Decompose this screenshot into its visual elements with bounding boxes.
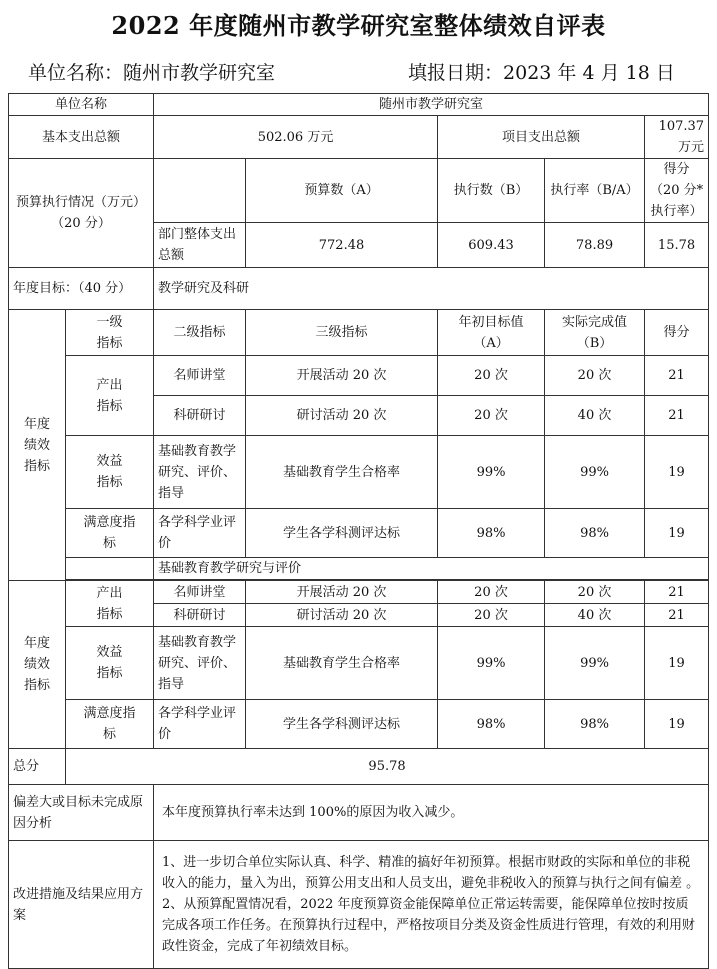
- target-header: 年初目标值 （A）: [438, 310, 545, 356]
- output-indicator-label: 产出 指标: [66, 356, 154, 436]
- actual-cell: 20 次: [545, 581, 645, 604]
- actual-header: 实际完成值 （B）: [545, 310, 645, 356]
- improvement-label: 改进措施及结果应用方案: [9, 841, 154, 969]
- table-row: [9, 356, 709, 396]
- improvement-value: [154, 841, 709, 969]
- target-cell: 20 次: [438, 396, 545, 436]
- level3-cell: 基础教育学生合格率: [246, 627, 438, 700]
- target-cell: 99%: [438, 627, 545, 700]
- exec-col-label: 执行数（B）: [438, 159, 545, 223]
- level3-header: 三级指标: [246, 310, 438, 356]
- expenditure-row: [9, 116, 709, 159]
- basic-exp-value: 502.06 万元: [154, 116, 438, 159]
- level1-header: 一级 指标: [66, 310, 154, 356]
- actual-cell: 99%: [545, 627, 645, 700]
- table-row: [9, 436, 709, 509]
- deviation-value: 本年度预算执行率未达到 100%的原因为收入减少。: [154, 785, 709, 841]
- score-col-label: [645, 159, 709, 223]
- score-cell: 21: [645, 604, 709, 627]
- target-cell: 20 次: [438, 604, 545, 627]
- level2-cell: 基础教育教学研究、评价、指导: [154, 627, 246, 700]
- indicator-group-label-2: 年度 绩效 指标: [9, 581, 66, 749]
- indicator-header-row: [9, 310, 709, 356]
- goal-row-1: [9, 268, 709, 310]
- project-exp-value: 107.37 万元: [645, 116, 709, 159]
- date-label: 填报日期：: [408, 62, 504, 84]
- basic-exp-label: 基本支出总额: [9, 116, 154, 159]
- benefit-indicator-label: 效益 指标: [66, 436, 154, 509]
- score-value: 15.78: [645, 223, 709, 268]
- total-row: [9, 749, 709, 785]
- actual-cell: 98%: [545, 700, 645, 749]
- actual-cell: 40 次: [545, 396, 645, 436]
- budget-value: 772.48: [246, 223, 438, 268]
- budget-empty-cell: [154, 159, 246, 223]
- project-exp-label: 项目支出总额: [438, 116, 645, 159]
- level3-cell: 学生各学科测评达标: [246, 509, 438, 558]
- budget-col-label: [246, 159, 438, 223]
- indicator-group-label: 年度 绩效 指标: [9, 310, 66, 581]
- level2-cell: 名师讲堂: [154, 581, 246, 604]
- total-label: 总分: [9, 749, 66, 785]
- unit-name-label: 单位名称: [9, 94, 154, 116]
- page-title: 2022 年度随州市教学研究室整体绩效自评表: [111, 11, 606, 40]
- table-row: [9, 509, 709, 558]
- deviation-label: 偏差大或目标未完成原因分析: [9, 785, 154, 841]
- table-row: [9, 700, 709, 749]
- budget-col-text: 预算数（A）: [304, 183, 379, 198]
- level3-cell: 开展活动 20 次: [246, 356, 438, 396]
- goal-value: 教学研究及科研: [154, 268, 709, 310]
- level3-cell: 研讨活动 20 次: [246, 604, 438, 627]
- budget-label-text: 预算执行情况（万元） （20 分）: [16, 195, 147, 231]
- level2-cell: 各学科学业评价: [154, 700, 246, 749]
- actual-cell: 99%: [545, 436, 645, 509]
- target-cell: 98%: [438, 509, 545, 558]
- rate-value: 78.89: [545, 223, 645, 268]
- target-cell: 20 次: [438, 581, 545, 604]
- level2-cell: 科研研讨: [154, 604, 246, 627]
- deviation-row: [9, 785, 709, 841]
- score-cell: 21: [645, 356, 709, 396]
- target-cell: 20 次: [438, 356, 545, 396]
- improvement-row: [9, 841, 709, 969]
- satisfaction-indicator-label: 满意度指 标: [66, 700, 154, 749]
- level3-cell: 开展活动 20 次: [246, 581, 438, 604]
- level2-cell: 名师讲堂: [154, 356, 246, 396]
- score-cell: 19: [645, 436, 709, 509]
- actual-cell: 98%: [545, 509, 645, 558]
- unit-name-value: 随州市教学研究室: [154, 94, 709, 116]
- level2-cell: 科研研讨: [154, 396, 246, 436]
- unit-value: 随州市教学研究室: [123, 62, 276, 84]
- rate-col-label: 执行率（B/A）: [545, 159, 645, 223]
- budget-label: [9, 159, 154, 268]
- goal-label-continued: [66, 558, 154, 580]
- benefit-indicator-label: 效益 指标: [66, 627, 154, 700]
- score-cell: 19: [645, 700, 709, 749]
- unit-label: 单位名称：: [28, 62, 124, 84]
- level2-cell: 基础教育教学研究、评价、指导: [154, 436, 246, 509]
- satisfaction-indicator-label: 满意度指 标: [66, 509, 154, 558]
- score-cell: 19: [645, 627, 709, 700]
- table-row: [9, 581, 709, 604]
- improvement-paragraph-1: 1、进一步切合单位实际认真、科学、精准的搞好年初预算。根据市财政的实际和单位的非税收入的能力，量入为出，预算公用支出和人员支出，避免非税收入的预算与执行之间有偏差 。: [162, 855, 700, 891]
- score-cell: 21: [645, 581, 709, 604]
- score-cell: 19: [645, 509, 709, 558]
- goal-row-2: [9, 558, 709, 580]
- self-evaluation-table: [8, 93, 709, 969]
- unit-line: [28, 58, 275, 85]
- actual-cell: 20 次: [545, 356, 645, 396]
- output-indicator-label: 产出 指标: [66, 581, 154, 627]
- date-value: 2023 年 4 月 18 日: [503, 62, 675, 84]
- improvement-paragraph-2: 2、从预算配置情况看，2022 年度预算资金能保障单位正常运转需要，能保障单位按时按质完成各项工作任务。在预算执行过程中，严格按项目分类及资金性质进行管理，有效的利用财政性资金，完成了年初绩效目标。: [162, 897, 696, 954]
- score-cell: 21: [645, 396, 709, 436]
- level3-cell: 学生各学科测评达标: [246, 700, 438, 749]
- exec-value: 609.43: [438, 223, 545, 268]
- unit-row: [9, 94, 709, 116]
- goal-value: 基础教育教学研究与评价: [154, 558, 709, 580]
- level3-cell: 研讨活动 20 次: [246, 396, 438, 436]
- level2-cell: 各学科学业评价: [154, 509, 246, 558]
- target-cell: 98%: [438, 700, 545, 749]
- budget-header-row: [9, 159, 709, 223]
- score-col-text: 得分 （20 分*执行率）: [649, 162, 704, 219]
- table-row: [9, 627, 709, 700]
- level2-header: 二级指标: [154, 310, 246, 356]
- level3-cell: 基础教育学生合格率: [246, 436, 438, 509]
- total-value: 95.78: [66, 749, 709, 785]
- score-header: 得分: [645, 310, 709, 356]
- goal-label: 年度目标：（40 分）: [9, 268, 154, 310]
- dept-total-label: 部门整体支出总额: [154, 223, 246, 268]
- target-cell: 99%: [438, 436, 545, 509]
- date-line: [408, 58, 675, 85]
- actual-cell: 40 次: [545, 604, 645, 627]
